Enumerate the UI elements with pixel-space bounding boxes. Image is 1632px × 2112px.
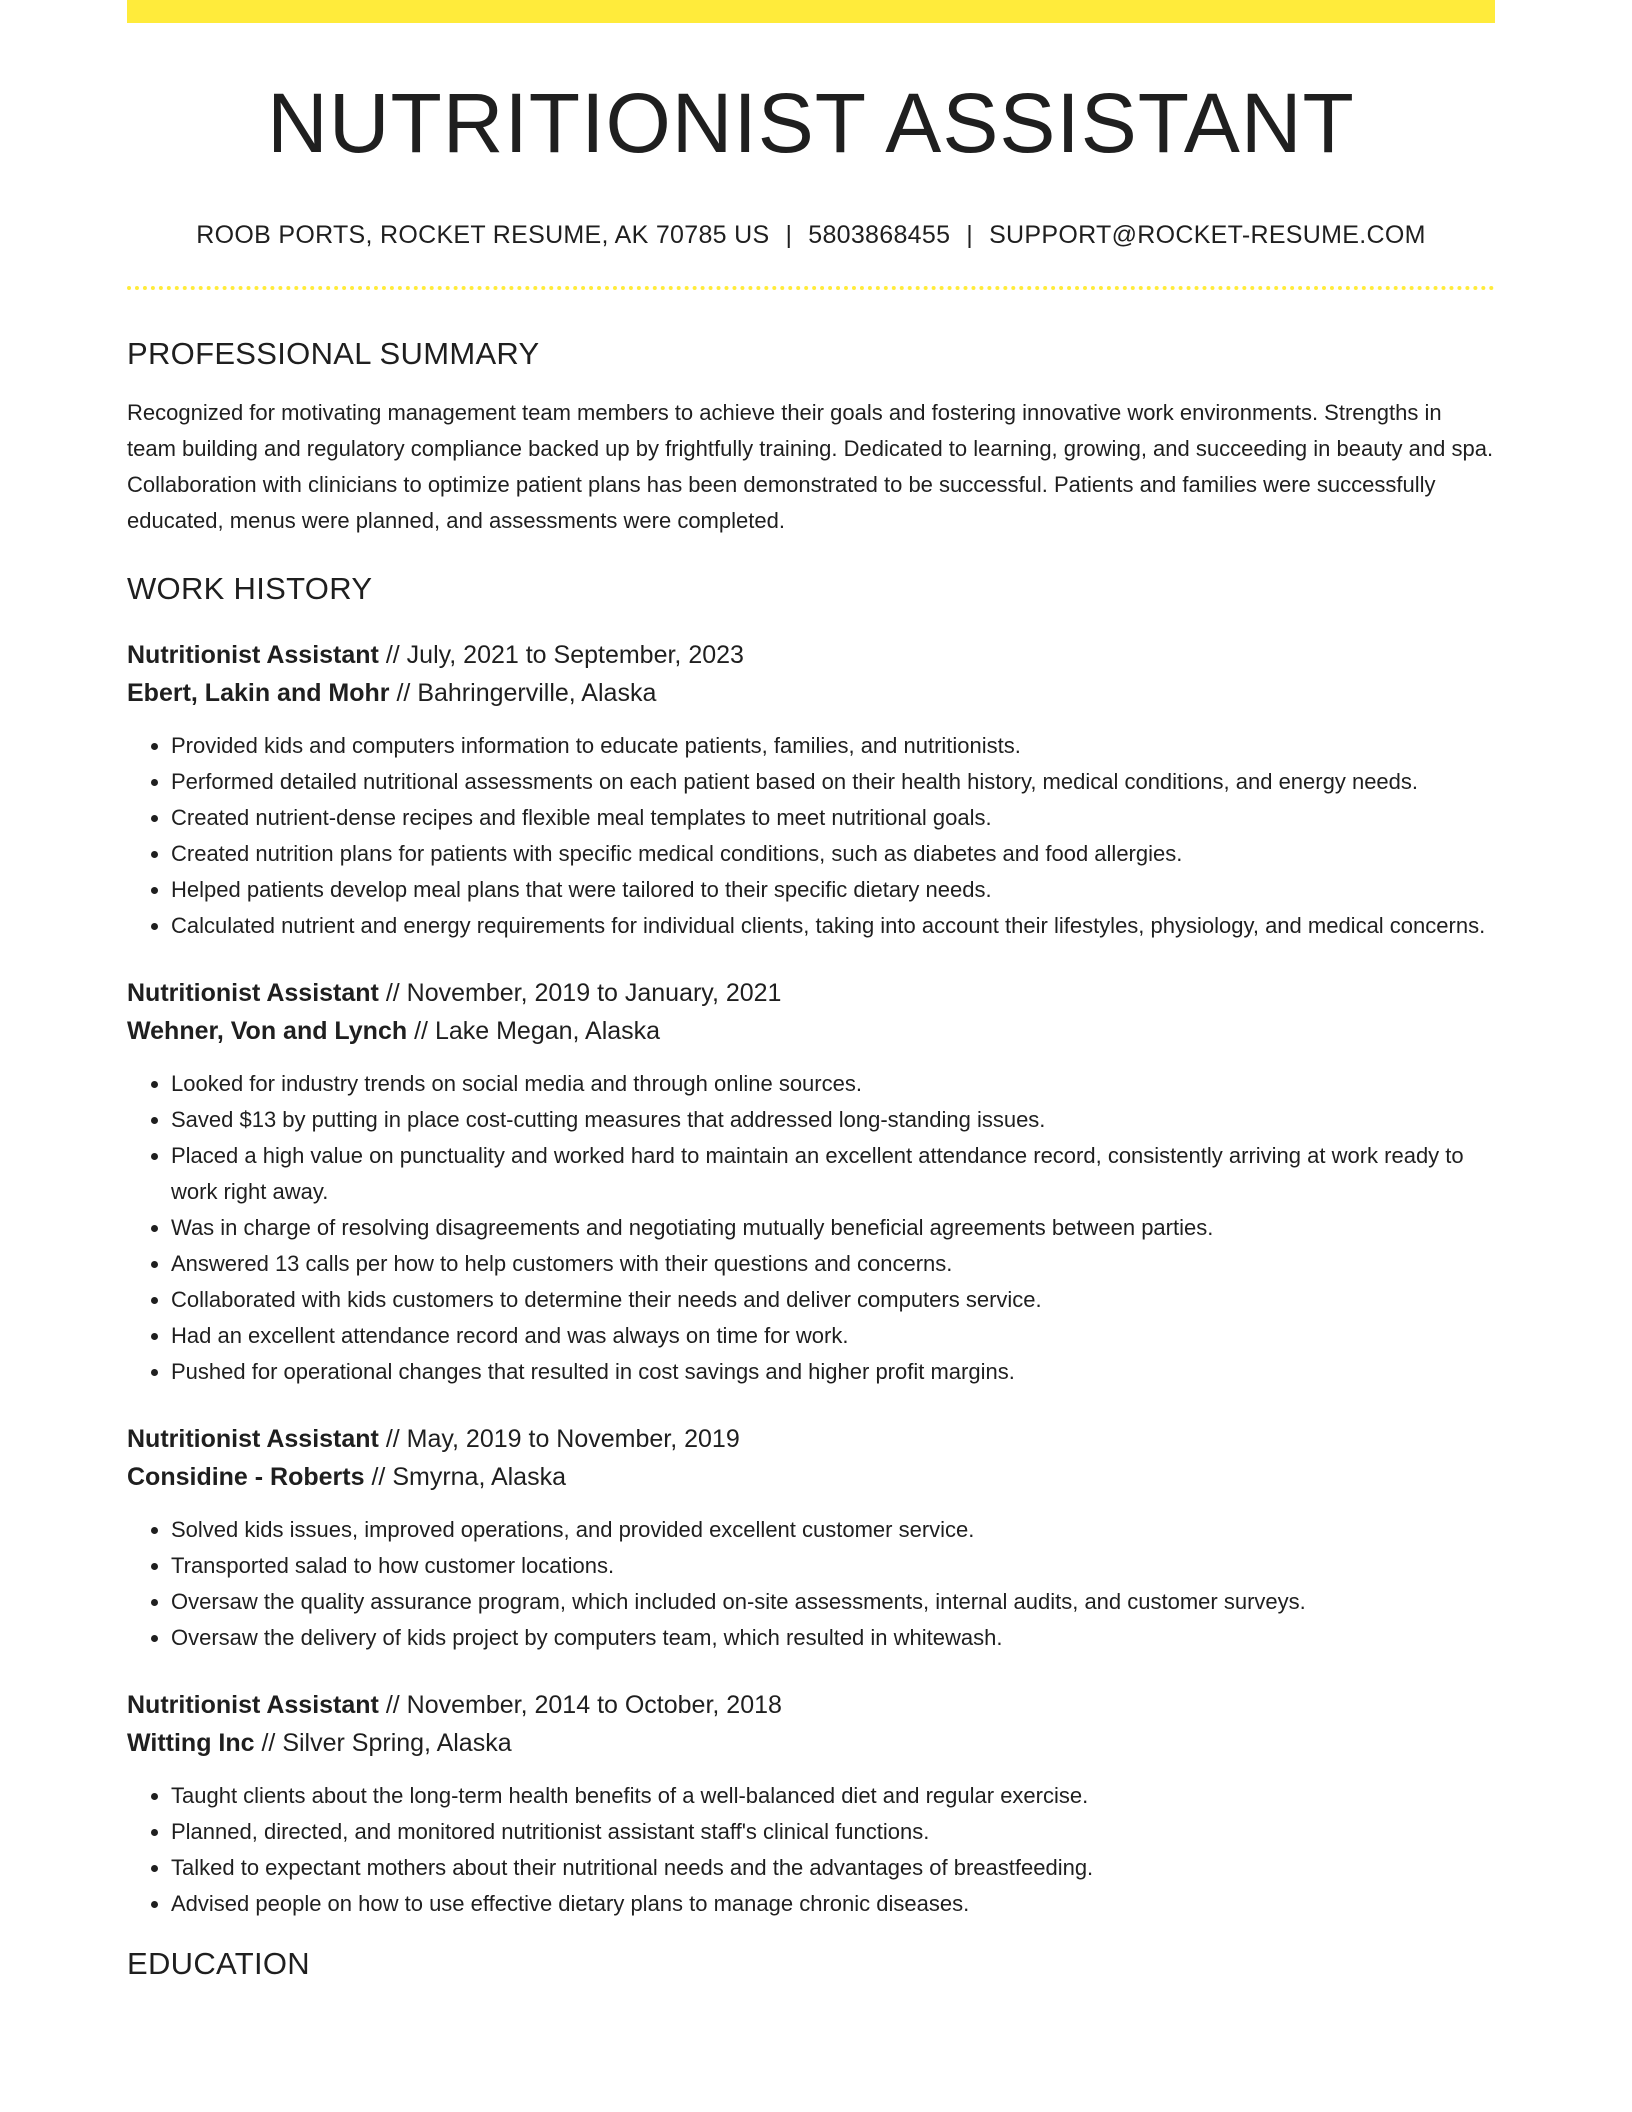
job-bullet: • Talked to expectant mothers about their nutritional needs and the advantages of breastfeeding. — [171, 1850, 1495, 1886]
job-separator: // — [254, 1729, 283, 1757]
job-bullet: • Taught clients about the long-term health benefits of a well-balanced diet and regular exercise. — [171, 1778, 1495, 1814]
top-accent-bar — [127, 0, 1495, 23]
job-company: Wehner, Von and Lynch — [127, 1017, 408, 1045]
job-dates: May, 2019 to November, 2019 — [406, 1425, 740, 1453]
job-company-line — [127, 674, 1495, 712]
job-separator: // — [378, 979, 407, 1007]
contact-separator: | — [785, 221, 793, 249]
summary-paragraph: Recognized for motivating management team members to achieve their goals and fostering innovative work environments. Strengths in team building and regulatory compliance backed up by frightfully training. Dedicated to learning, growing, and succeeding in beauty and spa. Collaboration with clinicians to optimize patient plans has been demonstrated to be successful. Patients and families were successfully educated, menus were planned, and assessments were completed. — [127, 400, 1494, 533]
job-company-line — [127, 1724, 1495, 1762]
job-company-line — [127, 1458, 1495, 1496]
job-role-line — [127, 636, 1495, 674]
job-entry — [127, 636, 1495, 944]
job-location: Lake Megan, Alaska — [434, 1017, 661, 1045]
job-bullet: • Performed detailed nutritional assessments on each patient based on their health history, medical conditions, and energy needs. — [171, 764, 1495, 800]
resume-page — [127, 0, 1495, 2005]
job-bullet-list — [127, 1512, 1495, 1656]
job-role: Nutritionist Assistant — [127, 1425, 379, 1453]
job-role: Nutritionist Assistant — [127, 1691, 379, 1719]
job-bullet: • Advised people on how to use effective dietary plans to manage chronic diseases. — [171, 1886, 1495, 1922]
job-bullet: • Looked for industry trends on social media and through online sources. — [171, 1066, 1495, 1102]
job-separator: // — [407, 1017, 435, 1045]
job-bullet: • Was in charge of resolving disagreements and negotiating mutually beneficial agreements between parties. — [171, 1210, 1495, 1246]
job-company: Ebert, Lakin and Mohr — [127, 679, 390, 707]
contact-address: ROOB PORTS, ROCKET RESUME, AK 70785 US — [196, 221, 770, 249]
job-bullet: • Created nutrition plans for patients with specific medical conditions, such as diabetes and food allergies. — [171, 836, 1495, 872]
job-separator: // — [378, 641, 407, 669]
dotted-divider — [127, 286, 1495, 290]
job-bullet-list — [127, 1066, 1495, 1390]
job-bullet: • Calculated nutrient and energy requirements for individual clients, taking into account their lifestyles, physiology, and medical concerns. — [171, 908, 1495, 944]
job-dates: November, 2019 to January, 2021 — [406, 979, 782, 1007]
contact-email: SUPPORT@ROCKET-RESUME.COM — [989, 221, 1426, 249]
job-location: Silver Spring, Alaska — [282, 1729, 512, 1757]
education-heading: EDUCATION — [127, 1946, 310, 1981]
contact-phone: 5803868455 — [808, 221, 951, 249]
job-separator: // — [378, 1425, 407, 1453]
job-company: Considine - Roberts — [127, 1463, 365, 1491]
work-history-list — [127, 636, 1495, 1922]
job-bullet: • Answered 13 calls per how to help customers with their questions and concerns. — [171, 1246, 1495, 1282]
job-bullet: • Oversaw the delivery of kids project by computers team, which resulted in whitewash. — [171, 1620, 1495, 1656]
work-history-heading: WORK HISTORY — [127, 571, 373, 606]
job-role-line — [127, 974, 1495, 1012]
job-role-line — [127, 1686, 1495, 1724]
job-bullet: • Oversaw the quality assurance program, which included on-site assessments, internal audits, and customer surveys. — [171, 1584, 1495, 1620]
job-bullet: • Collaborated with kids customers to determine their needs and deliver computers service. — [171, 1282, 1495, 1318]
job-dates: November, 2014 to October, 2018 — [406, 1691, 782, 1719]
job-bullet: • Solved kids issues, improved operations, and provided excellent customer service. — [171, 1512, 1495, 1548]
job-role: Nutritionist Assistant — [127, 641, 379, 669]
job-entry — [127, 1420, 1495, 1656]
job-separator: // — [378, 1691, 407, 1719]
resume-name-title: NUTRITIONIST ASSISTANT — [267, 76, 1355, 170]
job-bullet: • Created nutrient-dense recipes and flexible meal templates to meet nutritional goals. — [171, 800, 1495, 836]
contact-line — [127, 223, 1495, 248]
contact-separator: | — [966, 221, 974, 249]
job-bullet: • Had an excellent attendance record and was always on time for work. — [171, 1318, 1495, 1354]
job-role-line — [127, 1420, 1495, 1458]
job-bullet: • Planned, directed, and monitored nutritionist assistant staff's clinical functions. — [171, 1814, 1495, 1850]
job-company-line — [127, 1012, 1495, 1050]
job-role: Nutritionist Assistant — [127, 979, 379, 1007]
job-dates: July, 2021 to September, 2023 — [406, 641, 744, 669]
job-separator: // — [364, 1463, 393, 1491]
job-entry — [127, 974, 1495, 1390]
job-location: Smyrna, Alaska — [392, 1463, 566, 1491]
job-bullet: • Transported salad to how customer locations. — [171, 1548, 1495, 1584]
summary-heading: PROFESSIONAL SUMMARY — [127, 336, 540, 371]
job-bullet: • Saved $13 by putting in place cost-cutting measures that addressed long-standing issues. — [171, 1102, 1495, 1138]
job-location: Bahringerville, Alaska — [417, 679, 657, 707]
job-bullet-list — [127, 728, 1495, 944]
job-entry — [127, 1686, 1495, 1922]
job-bullet: • Pushed for operational changes that resulted in cost savings and higher profit margins. — [171, 1354, 1495, 1390]
job-bullet-list — [127, 1778, 1495, 1922]
job-bullet: • Provided kids and computers information to educate patients, families, and nutritionists. — [171, 728, 1495, 764]
job-separator: // — [389, 679, 418, 707]
job-bullet: • Helped patients develop meal plans that were tailored to their specific dietary needs. — [171, 872, 1495, 908]
job-company: Witting Inc — [127, 1729, 255, 1757]
job-bullet: • Placed a high value on punctuality and worked hard to maintain an excellent attendance record, consistently arriving at work ready to work right away. — [171, 1138, 1495, 1210]
